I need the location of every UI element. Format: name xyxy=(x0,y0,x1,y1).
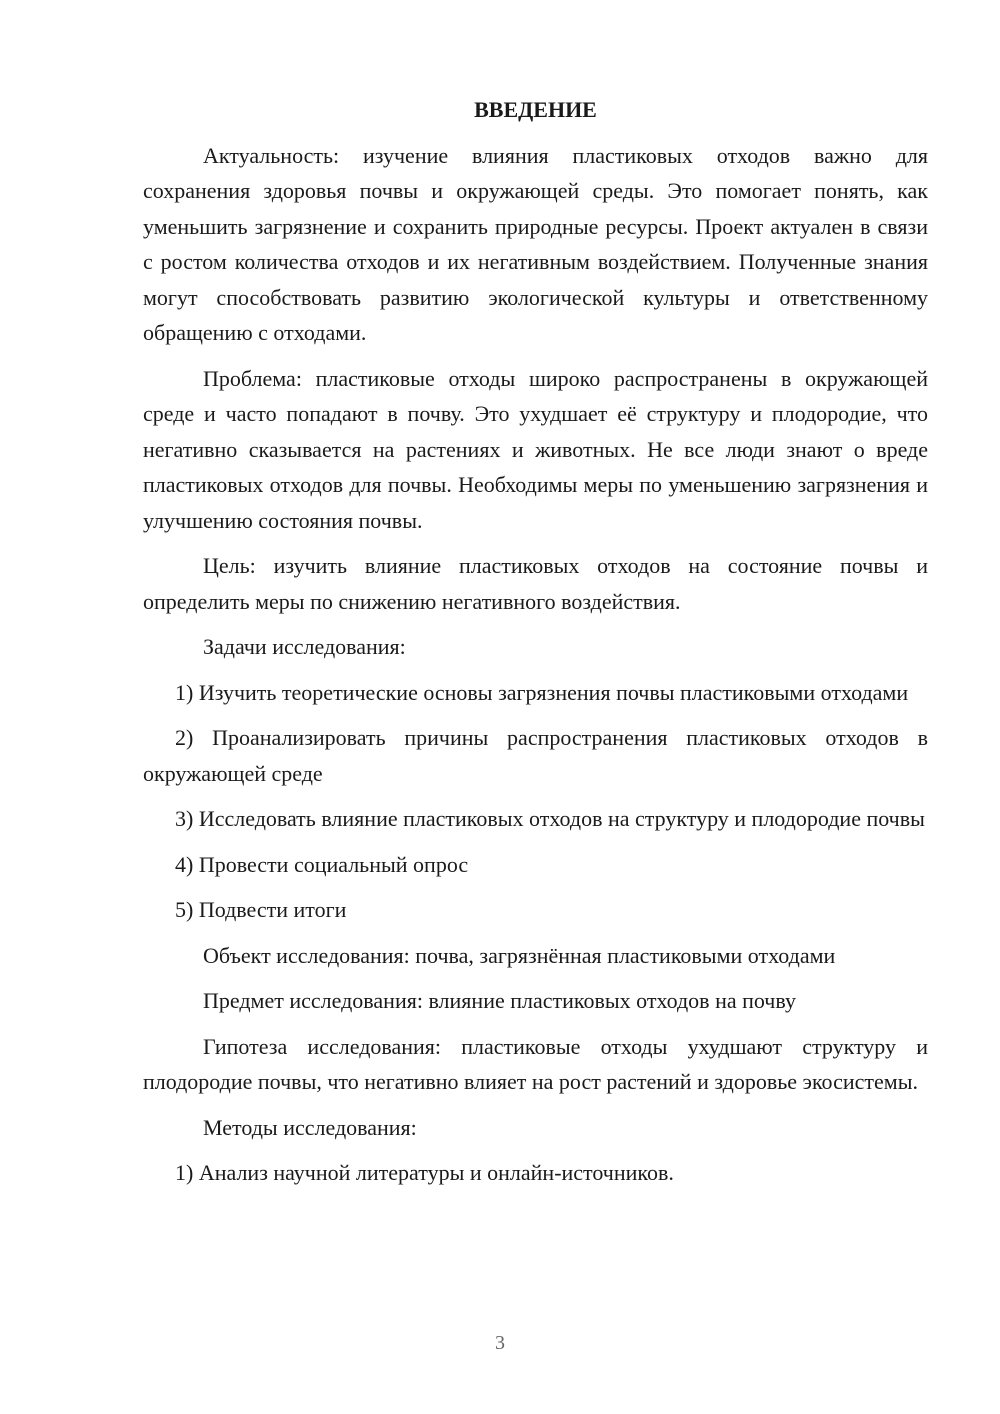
methods-heading: Методы исследования: xyxy=(203,1114,417,1140)
task-item: 1) Изучить теоретические основы загрязнения почвы пластиковыми отходами xyxy=(175,679,909,705)
tasks-heading: Задачи исследования: xyxy=(203,634,406,659)
object-paragraph: Объект исследования: почва, загрязнённая пластиковыми отходами xyxy=(203,942,836,968)
methods-list xyxy=(143,1155,928,1191)
task-item: 3) Исследовать влияние пластиковых отходов на структуру и плодородие почвы xyxy=(175,806,925,831)
document-page xyxy=(143,92,928,1201)
problem-paragraph: Проблема: пластиковые отходы широко распространены в окружающей среде и часто попадают в почву. Это ухудшает её структуру и плодородие, что негативно сказывается на растениях и животных. Не все люди знают о вреде пластиковых отходов для почвы. Необходимы меры по уменьшению загрязнения и улучшению состояния почвы. xyxy=(143,365,928,533)
task-item: 4) Провести социальный опрос xyxy=(175,851,469,877)
task-item: 5) Подвести итоги xyxy=(175,897,347,922)
hypothesis-paragraph: Гипотеза исследования: пластиковые отходы ухудшают структуру и плодородие почвы, что негативно влияет на рост растений и здоровье экосистемы. xyxy=(143,1033,928,1094)
method-item: 1) Анализ научной литературы и онлайн-источников. xyxy=(175,1160,674,1185)
goal-paragraph: Цель: изучить влияние пластиковых отходов на состояние почвы и определить меры по снижению негативного воздействия. xyxy=(143,553,928,614)
task-item: 2) Проанализировать причины распространения пластиковых отходов в окружающей среде xyxy=(143,725,928,786)
page-number: 3 xyxy=(495,1332,505,1354)
subject-paragraph: Предмет исследования: влияние пластиковых отходов на почву xyxy=(203,988,797,1013)
relevance-paragraph: Актуальность: изучение влияния пластиковых отходов важно для сохранения здоровья почвы и окружающей среды. Это помогает понять, как уменьшить загрязнение и сохранить природные ресурсы. Проект актуален в связи с ростом количества отходов и их негативным воздействием. Полученные знания могут способствовать развитию экологической культуры и ответственному обращению с отходами. xyxy=(143,142,928,345)
tasks-list xyxy=(143,675,928,928)
page-title: ВВЕДЕНИЕ xyxy=(474,97,597,122)
